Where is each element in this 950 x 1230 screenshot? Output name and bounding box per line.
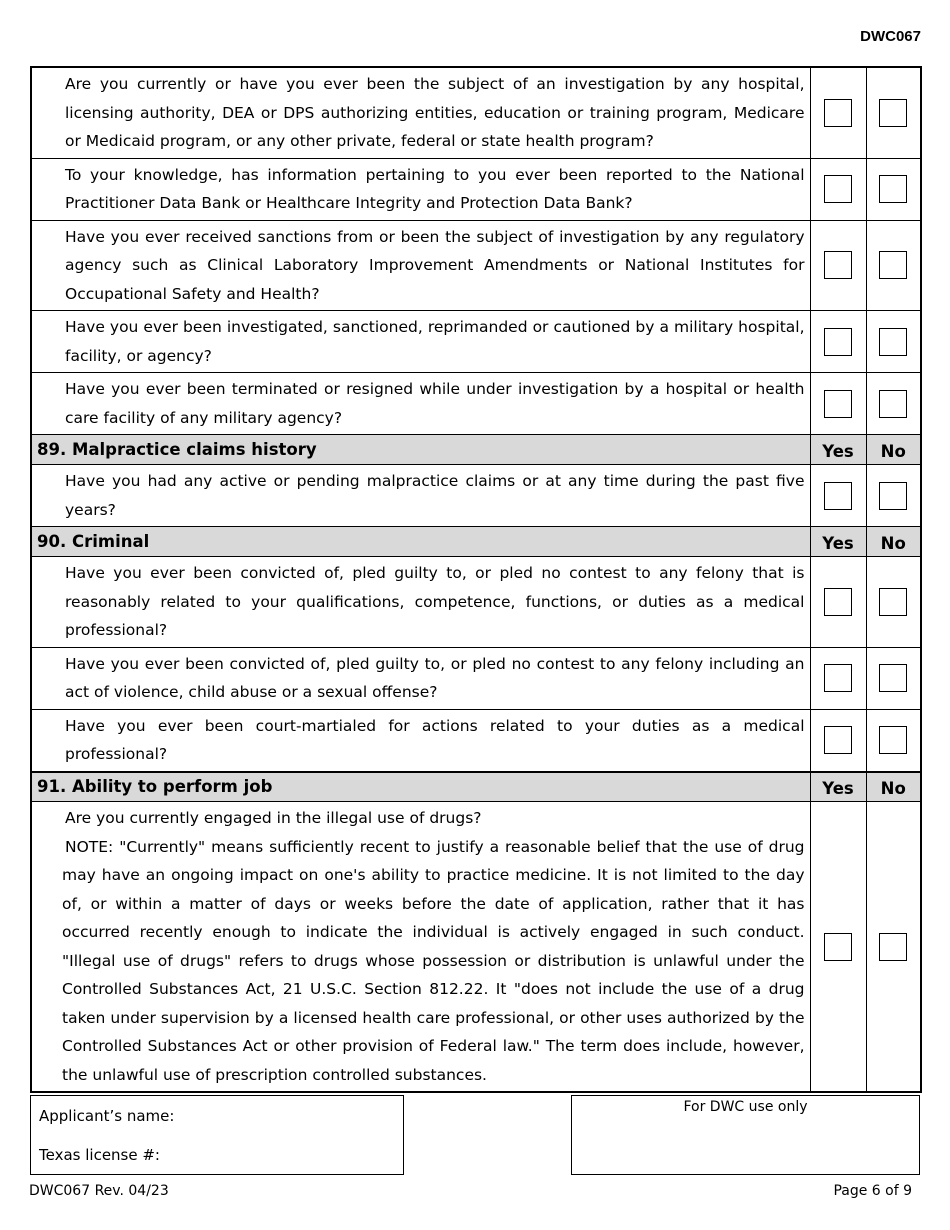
no-checkbox[interactable] [879,482,907,510]
question-text: Have you ever been terminated or resigned while under investigation by a hospital or health care facility of any military agency? [31,373,810,435]
yes-checkbox[interactable] [824,933,852,961]
no-checkbox[interactable] [879,588,907,616]
applicant-name-label: Applicant’s name: [39,1107,175,1125]
section-title: 91. Ability to perform job [31,772,810,802]
yes-checkbox[interactable] [824,251,852,279]
form-code: DWC067 [860,28,921,45]
page-number: Page 6 of 9 [833,1183,912,1199]
question-text: Have you ever been investigated, sanctioned, reprimanded or cautioned by a military hospital, facility, or agency? [31,311,810,373]
section-header-malpractice [31,435,921,465]
applicant-info-box [30,1095,404,1175]
no-column-header: No [866,435,921,465]
question-note: NOTE: "Currently" means sufficiently recent to justify a reasonable belief that the use of drug may have an ongoing impact on one's ability to practice medicine. It is not limited to the day of, or within a matter of days or weeks before the date of application, rather that it has occurred recently enough to indicate the individual is actively engaged in such conduct. "Illegal use of drugs" refers to drugs whose possession or distribution is unlawful under the Controlled Substances Act, 21 U.S.C. Section 812.22. It "does not include the use of a drug taken under supervision by a licensed health care professional, or other uses authorized by the Controlled Substances Act or other provision of Federal law." The term does include, however, the unlawful use of prescription controlled substances. [62,837,805,1084]
texas-license-label: Texas license #: [39,1146,160,1164]
question-text: Have you had any active or pending malpractice claims or at any time during the past five years? [31,465,810,527]
question-text: Have you ever received sanctions from or been the subject of investigation by any regulatory agency such as Clinical Laboratory Improvement Amendments or National Institutes for Occupational Safety and Health? [31,220,810,311]
no-checkbox[interactable] [879,99,907,127]
yes-checkbox[interactable] [824,726,852,754]
section-title: 89. Malpractice claims history [31,435,810,465]
yes-column-header: Yes [810,435,866,465]
no-checkbox[interactable] [879,175,907,203]
section-header-ability [31,772,921,802]
question-row [31,709,921,772]
section-title: 90. Criminal [31,527,810,557]
yes-checkbox[interactable] [824,664,852,692]
question-row [31,311,921,373]
no-checkbox[interactable] [879,390,907,418]
dwc-use-label: For DWC use only [683,1099,808,1115]
question-text: To your knowledge, has information pertaining to you ever been reported to the National Practitioner Data Bank or Healthcare Integrity and Protection Data Bank? [31,158,810,220]
no-checkbox[interactable] [879,664,907,692]
form-revision: DWC067 Rev. 04/23 [29,1183,169,1199]
yes-checkbox[interactable] [824,588,852,616]
yes-checkbox[interactable] [824,390,852,418]
question-text: Have you ever been convicted of, pled guilty to, or pled no contest to any felony that is reasonably related to your qualifications, competence, functions, or duties as a medical professional? [31,557,810,648]
yes-checkbox[interactable] [824,328,852,356]
no-column-header: No [866,772,921,802]
section-header-criminal [31,527,921,557]
no-checkbox[interactable] [879,726,907,754]
yes-checkbox[interactable] [824,99,852,127]
question-text: Have you ever been convicted of, pled guilty to, or pled no contest to any felony including an act of violence, child abuse or a sexual offense? [31,647,810,709]
question-row [31,557,921,648]
yes-checkbox[interactable] [824,482,852,510]
question-text: Are you currently or have you ever been the subject of an investigation by any hospital, licensing authority, DEA or DPS authorizing entities, education or training program, Medicare or Medicaid program, or any other private, federal or state health program? [31,67,810,158]
yes-checkbox[interactable] [824,175,852,203]
no-checkbox[interactable] [879,328,907,356]
dwc-use-box [571,1095,920,1175]
question-cell [31,802,810,1093]
question-row [31,158,921,220]
question-row [31,373,921,435]
yes-column-header: Yes [810,527,866,557]
no-checkbox[interactable] [879,933,907,961]
question-row [31,465,921,527]
question-row [31,802,921,1093]
question-row [31,220,921,311]
question-text: Are you currently engaged in the illegal use of drugs? [65,809,482,827]
yes-column-header: Yes [810,772,866,802]
no-checkbox[interactable] [879,251,907,279]
question-row [31,647,921,709]
question-text: Have you ever been court-martialed for actions related to your duties as a medical professional? [31,709,810,772]
questionnaire-table [30,66,922,1093]
no-column-header: No [866,527,921,557]
question-row [31,67,921,158]
